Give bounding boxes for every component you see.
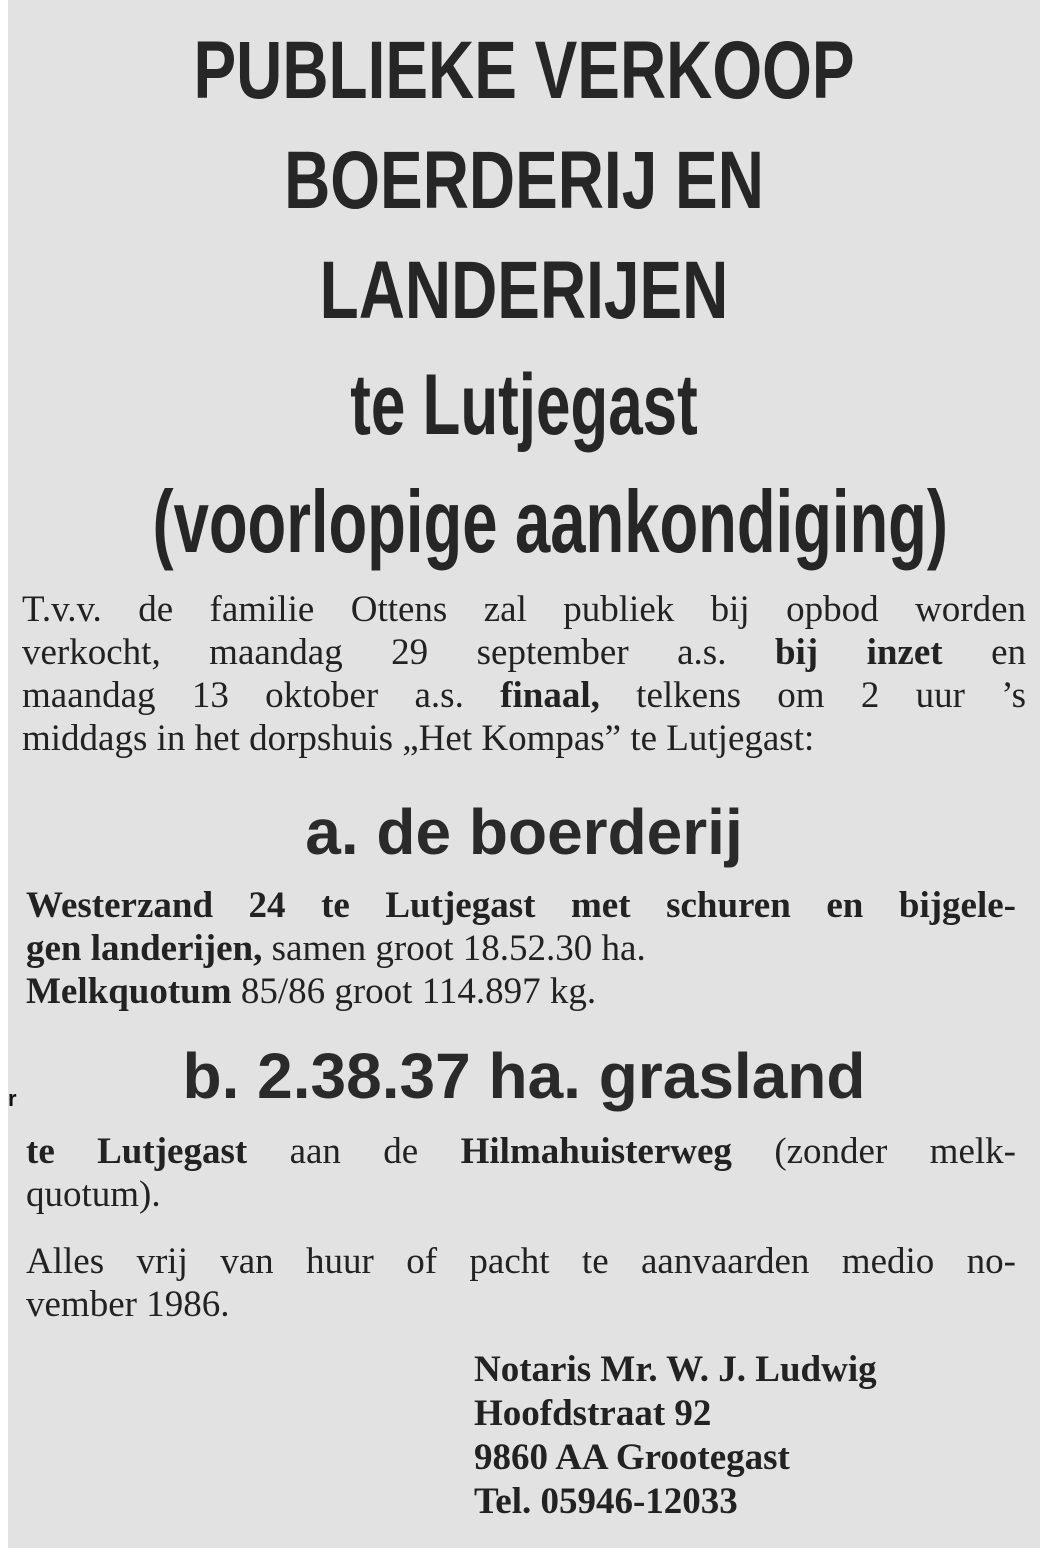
intro-line-1: T.v.v. de familie Ottens zal publiek bij opbod worden [22,589,1026,630]
intro-line-3-b: finaal, [500,675,600,716]
intro-line-3-a: maandag 13 oktober a.s. [22,675,464,716]
section-b-heading: b. 2.38.37 ha. grasland [182,1040,866,1112]
intro-line-3 [22,674,1026,717]
intro-line-2 [22,631,1026,674]
section-a-line-2-a: gen landerijen, [26,928,263,969]
headline-line-2: BOERDERIJ EN [284,135,764,226]
closing-line-2: vember 1986. [26,1284,230,1325]
headline-line-1: PUBLIEKE VERKOOP [193,25,855,116]
closing-line-1: Alles vrij van huur of pacht te aanvaarden medio no- [26,1241,1016,1282]
notary-phone: Tel. 05946-12033 [474,1481,738,1522]
section-b-line-1-b: aan de [289,1131,419,1172]
section-b-line-1-c: Hilmahuisterweg [460,1131,732,1172]
section-a-heading: a. de boerderij [305,796,743,868]
headline-line-5: (voorlopige aankondiging) [152,472,948,571]
section-b-line-1-a: te Lutjegast [26,1131,248,1172]
intro-line-2-c: en [991,632,1027,673]
intro-line-4: middags in het dorpshuis „Het Kompas” te Lutjegast: [22,718,815,759]
headline-line-3: LANDERIJEN [319,245,729,336]
notary-city: 9860 AA Grootegast [474,1437,790,1478]
notary-name: Notaris Mr. W. J. Ludwig [474,1349,877,1390]
section-a-line-2 [26,927,1016,970]
closing-paragraph [26,1240,1016,1326]
margin-mark: r [8,1086,17,1111]
section-b-paragraph [26,1130,1016,1216]
section-a-line-1: Westerzand 24 te Lutjegast met schuren en bijgele- [26,885,1016,926]
section-a-paragraph [26,884,1016,1013]
section-a-line-3-a: Melkquotum [26,971,232,1012]
intro-line-3-c: telkens om 2 uur ’s [636,675,1026,716]
section-b-line-1-d: (zonder melk- [774,1131,1016,1172]
section-a-line-2-b: samen groot 18.52.30 ha. [271,928,646,969]
intro-paragraph [22,588,1026,760]
section-b-line-1 [26,1130,1016,1173]
intro-line-2-b: bij inzet [774,632,943,673]
newspaper-advertisement [8,0,1040,1548]
section-a-line-3 [26,970,1016,1013]
notary-signature-block [474,1348,877,1524]
headline-line-4: te Lutjegast [350,357,698,453]
notary-street: Hoofdstraat 92 [474,1393,712,1434]
intro-line-2-a: verkocht, maandag 29 september a.s. [22,632,727,673]
section-b-line-2: quotum). [26,1174,161,1215]
section-a-line-3-b: 85/86 groot 114.897 kg. [240,971,597,1012]
